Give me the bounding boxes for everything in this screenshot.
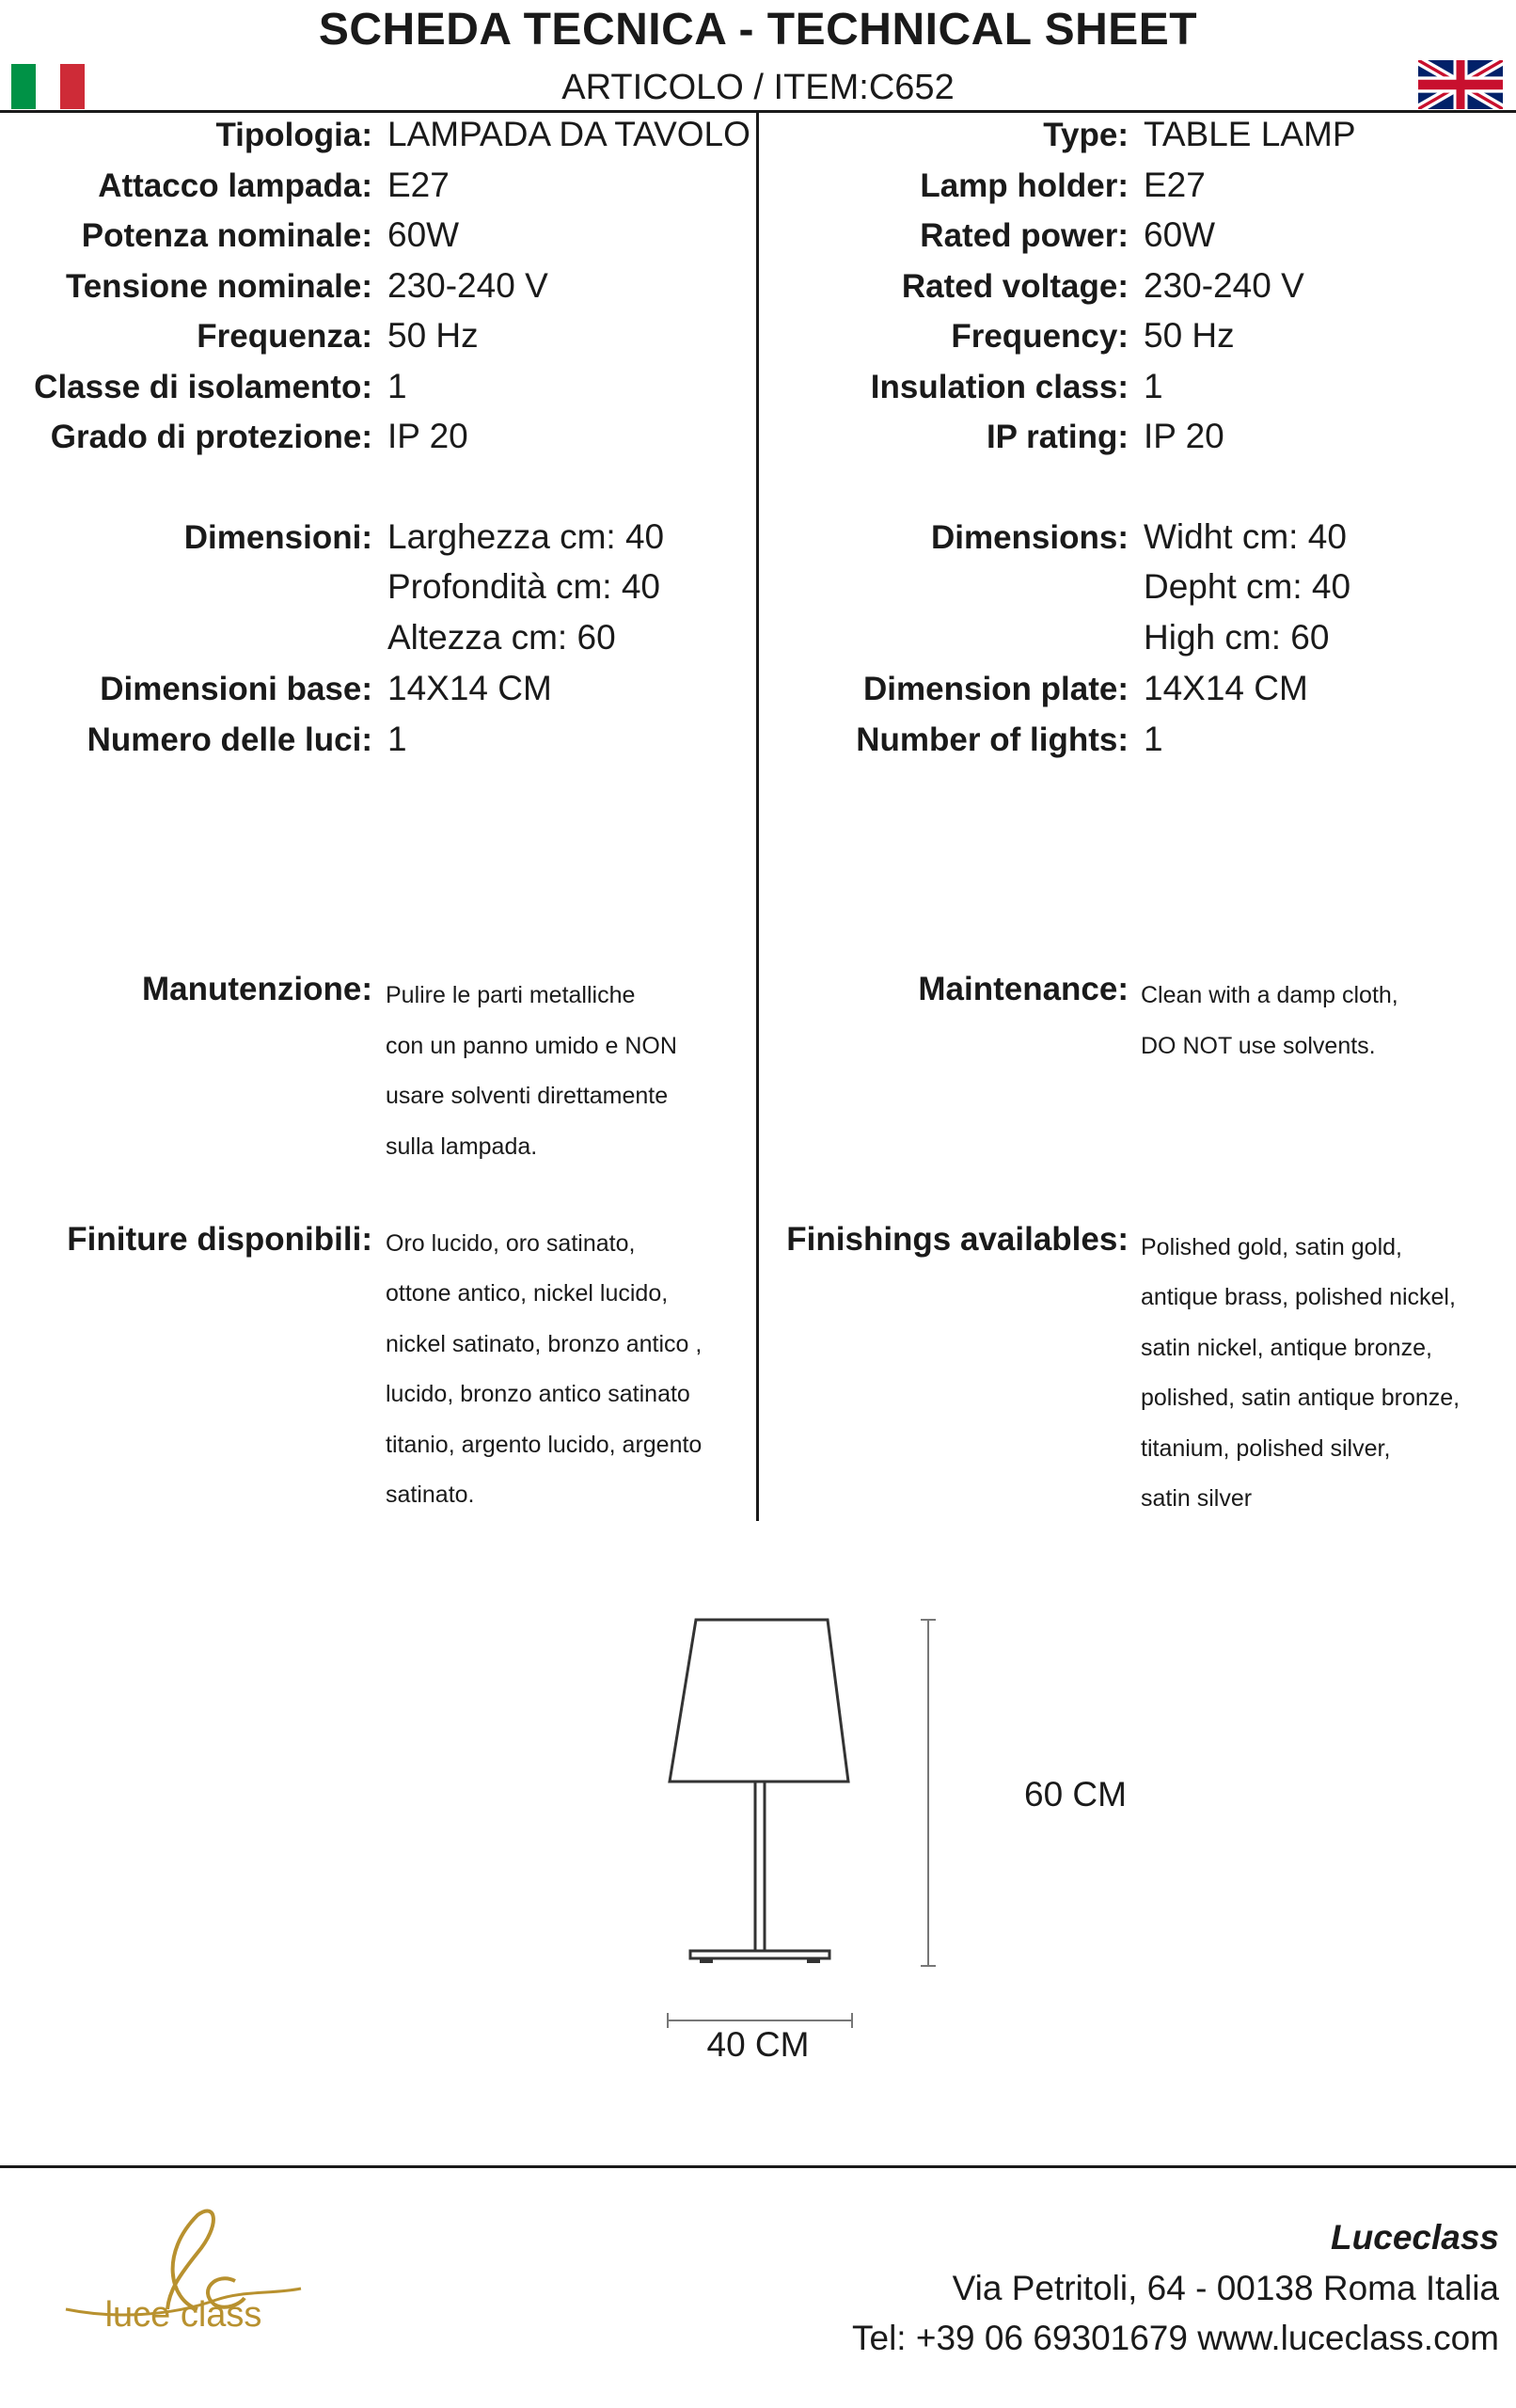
spec-value: E27 (387, 166, 450, 204)
finishes-label: Finiture disponibili: (67, 1221, 372, 1258)
spec-label: Rated voltage: (901, 268, 1129, 305)
finishes-line: Polished gold, satin gold, (1141, 1234, 1402, 1260)
finishes-label: Finishings availables: (786, 1221, 1129, 1258)
finishes-line: lucido, bronzo antico satinato (386, 1381, 690, 1407)
base-label: Dimensioni base: (100, 671, 372, 707)
spec-label: Type: (1043, 117, 1129, 153)
spec-value: LAMPADA DA TAVOLO (387, 115, 750, 153)
maintenance-line: DO NOT use solvents. (1141, 1033, 1376, 1059)
lamp-foot (807, 1958, 820, 1963)
spec-value: 60W (387, 215, 460, 254)
spec-label: Attacco lampada: (98, 167, 372, 204)
column-divider (756, 113, 759, 1521)
finishes-line: satin silver (1141, 1485, 1253, 1512)
dimension-value: Altezza cm: 60 (387, 618, 616, 657)
dimension-value: Profondità cm: 40 (387, 567, 660, 606)
spec-value: IP 20 (1144, 417, 1224, 455)
dimension-value: High cm: 60 (1144, 618, 1330, 657)
spec-label: Grado di protezione: (50, 419, 372, 455)
lamp-foot (700, 1958, 713, 1963)
spec-label: Potenza nominale: (81, 217, 372, 254)
maintenance-line: con un panno umido e NON (386, 1033, 677, 1059)
lights-value: 1 (1144, 720, 1163, 758)
finishes-line: Oro lucido, oro satinato, (386, 1230, 636, 1257)
finishes-line: polished, satin antique bronze, (1141, 1385, 1461, 1411)
finishes-line: satin nickel, antique bronze, (1141, 1335, 1432, 1361)
logo-text: luce class (104, 2295, 262, 2335)
spec-value: 50 Hz (387, 316, 479, 355)
finishes-line: satinato. (386, 1481, 475, 1508)
dimension-value: Larghezza cm: 40 (387, 517, 665, 556)
spec-label: Lamp holder: (920, 167, 1129, 204)
spec-label: Classe di isolamento: (34, 369, 372, 405)
base-label: Dimension plate: (863, 671, 1129, 707)
finishes-line: nickel satinato, bronzo antico , (386, 1331, 703, 1357)
spec-value: E27 (1144, 166, 1206, 204)
maintenance-line: Pulire le parti metalliche (386, 982, 636, 1008)
item-code: ARTICOLO / ITEM:C652 (561, 68, 955, 107)
dimension-value: Widht cm: 40 (1144, 517, 1347, 556)
spec-value: 60W (1144, 215, 1216, 254)
spec-label: Frequency: (951, 318, 1129, 355)
lamp-base (690, 1951, 829, 1958)
maintenance-line: usare solventi direttamente (386, 1083, 669, 1109)
maintenance-line: Clean with a damp cloth, (1141, 982, 1398, 1008)
height-label: 60 CM (1024, 1775, 1127, 1814)
page-title: SCHEDA TECNICA - TECHNICAL SHEET (318, 5, 1198, 55)
lights-label: Numero delle luci: (87, 721, 372, 758)
lamp-shade (670, 1620, 848, 1782)
lamp-drawing (649, 1599, 969, 2069)
lights-label: Number of lights: (856, 721, 1129, 758)
finishes-line: antique brass, polished nickel, (1141, 1284, 1456, 1310)
lamp-stem (755, 1782, 765, 1951)
spec-label: Tensione nominale: (65, 268, 372, 305)
base-value: 14X14 CM (387, 669, 552, 707)
italy-flag-icon (11, 64, 85, 109)
company-name: Luceclass (1331, 2218, 1499, 2257)
width-label: 40 CM (706, 2025, 810, 2064)
uk-flag-icon (1418, 60, 1503, 109)
spec-label: IP rating: (986, 419, 1129, 455)
base-value: 14X14 CM (1144, 669, 1308, 707)
maintenance-line: sulla lampada. (386, 1133, 538, 1160)
footer-divider (0, 2165, 1516, 2168)
spec-value: 230-240 V (1144, 266, 1304, 305)
dimensions-label: Dimensions: (930, 519, 1129, 556)
spec-value: 50 Hz (1144, 316, 1235, 355)
spec-value: TABLE LAMP (1144, 115, 1356, 153)
spec-label: Frequenza: (197, 318, 372, 355)
finishes-line: titanio, argento lucido, argento (386, 1432, 703, 1458)
spec-label: Tipologia: (215, 117, 372, 153)
lights-value: 1 (387, 720, 407, 758)
spec-value: 1 (1144, 367, 1163, 405)
dimensions-label: Dimensioni: (183, 519, 372, 556)
maintenance-label: Maintenance: (918, 971, 1129, 1007)
company-contact: Tel: +39 06 69301679 www.luceclass.com (852, 2319, 1499, 2357)
company-address: Via Petritoli, 64 - 00138 Roma Italia (952, 2269, 1499, 2307)
spec-label: Insulation class: (870, 369, 1129, 405)
dimension-value: Depht cm: 40 (1144, 567, 1351, 606)
maintenance-label: Manutenzione: (142, 971, 372, 1007)
finishes-line: titanium, polished silver, (1141, 1435, 1391, 1462)
spec-label: Rated power: (920, 217, 1129, 254)
spec-value: 230-240 V (387, 266, 548, 305)
spec-value: 1 (387, 367, 407, 405)
finishes-line: ottone antico, nickel lucido, (386, 1280, 669, 1307)
spec-value: IP 20 (387, 417, 468, 455)
